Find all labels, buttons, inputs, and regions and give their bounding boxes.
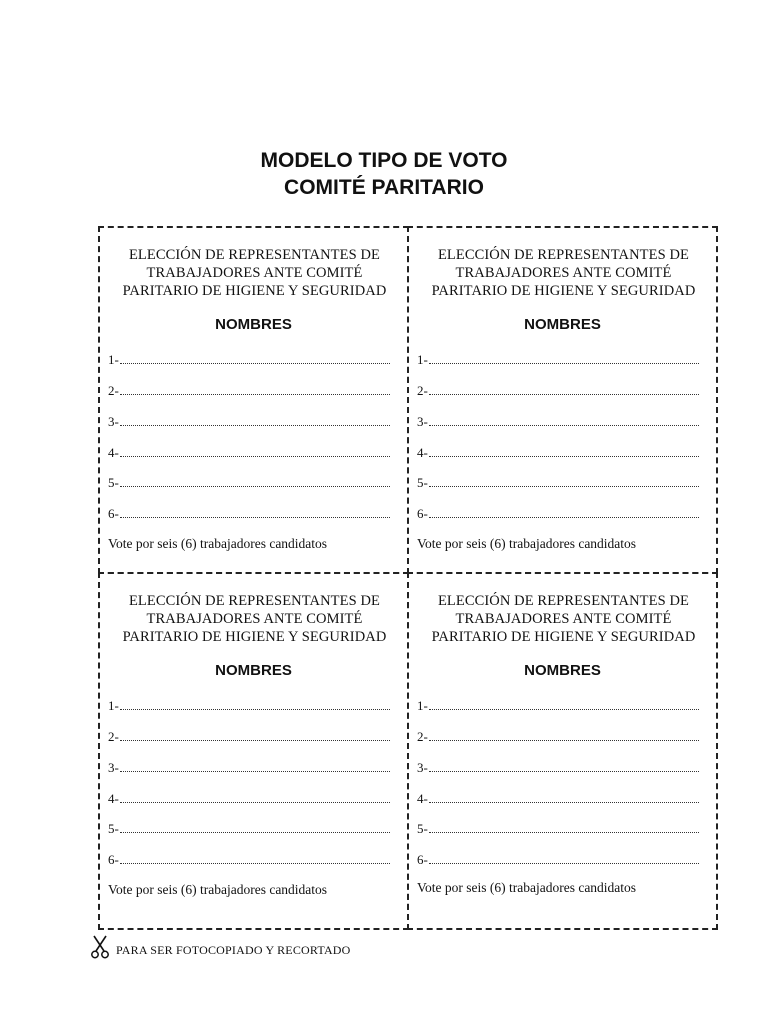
heading-line: PARITARIO DE HIGIENE Y SEGURIDAD — [122, 283, 387, 299]
line-number: 2- — [417, 729, 428, 744]
name-line[interactable] — [108, 383, 390, 399]
name-line[interactable] — [417, 821, 699, 837]
ballot-card — [98, 572, 409, 930]
line-number: 6- — [417, 852, 428, 867]
line-number: 5- — [108, 475, 119, 490]
dotted-line — [120, 708, 390, 710]
name-line[interactable] — [417, 445, 699, 461]
dotted-line — [120, 831, 390, 833]
line-number: 4- — [108, 445, 119, 460]
name-line[interactable] — [108, 475, 390, 491]
dotted-line — [120, 424, 390, 426]
dotted-line — [429, 424, 699, 426]
name-line[interactable] — [108, 414, 390, 430]
line-number: 6- — [108, 506, 119, 521]
dotted-line — [120, 393, 390, 395]
name-line[interactable] — [417, 414, 699, 430]
ballot-heading — [419, 246, 708, 300]
name-line[interactable] — [108, 352, 390, 368]
footer-note — [90, 934, 351, 960]
heading-line: TRABAJADORES ANTE COMITÉ — [455, 265, 672, 281]
line-number: 3- — [417, 414, 428, 429]
dotted-line — [429, 801, 699, 803]
heading-line: ELECCIÓN DE REPRESENTANTES DE — [128, 593, 381, 609]
name-line[interactable] — [417, 383, 699, 399]
name-line[interactable] — [417, 506, 699, 522]
ballot-heading — [419, 592, 708, 646]
ballot-card — [407, 572, 718, 930]
heading-line: ELECCIÓN DE REPRESENTANTES DE — [437, 593, 690, 609]
line-number: 5- — [108, 821, 119, 836]
heading-line: ELECCIÓN DE REPRESENTANTES DE — [437, 247, 690, 263]
name-line[interactable] — [108, 698, 390, 714]
names-label: NOMBRES — [524, 316, 601, 333]
line-number: 2- — [108, 729, 119, 744]
heading-line: PARITARIO DE HIGIENE Y SEGURIDAD — [431, 283, 696, 299]
ballot-heading — [110, 246, 399, 300]
line-number: 4- — [417, 791, 428, 806]
line-number: 1- — [417, 698, 428, 713]
dotted-line — [429, 770, 699, 772]
name-line[interactable] — [108, 852, 390, 868]
line-number: 1- — [108, 352, 119, 367]
dotted-line — [120, 455, 390, 457]
dotted-line — [429, 831, 699, 833]
name-line[interactable] — [417, 698, 699, 714]
vote-instruction: Vote por seis (6) trabajadores candidatos — [417, 536, 637, 551]
heading-line: PARITARIO DE HIGIENE Y SEGURIDAD — [431, 629, 696, 645]
line-number: 4- — [108, 791, 119, 806]
name-line[interactable] — [417, 760, 699, 776]
footer-text: PARA SER FOTOCOPIADO Y RECORTADO — [116, 943, 351, 957]
name-line[interactable] — [417, 352, 699, 368]
dotted-line — [120, 362, 390, 364]
name-line[interactable] — [417, 475, 699, 491]
name-line[interactable] — [417, 852, 699, 868]
ballot-grid — [98, 226, 718, 930]
line-number: 3- — [108, 414, 119, 429]
dotted-line — [429, 362, 699, 364]
name-line[interactable] — [417, 791, 699, 807]
names-label: NOMBRES — [215, 662, 292, 679]
name-line[interactable] — [108, 445, 390, 461]
dotted-line — [429, 485, 699, 487]
dotted-line — [120, 485, 390, 487]
heading-line: TRABAJADORES ANTE COMITÉ — [146, 265, 363, 281]
vote-instruction: Vote por seis (6) trabajadores candidatos — [108, 536, 328, 551]
line-number: 3- — [108, 760, 119, 775]
vote-instruction: Vote por seis (6) trabajadores candidatos — [417, 880, 637, 895]
vote-instruction: Vote por seis (6) trabajadores candidatos — [108, 882, 328, 897]
document-subtitle: COMITÉ PARITARIO — [284, 176, 484, 199]
name-line[interactable] — [108, 760, 390, 776]
name-line[interactable] — [417, 729, 699, 745]
heading-line: TRABAJADORES ANTE COMITÉ — [455, 611, 672, 627]
dotted-line — [120, 516, 390, 518]
line-number: 5- — [417, 475, 428, 490]
dotted-line — [429, 739, 699, 741]
ballot-card — [407, 226, 718, 574]
dotted-line — [429, 516, 699, 518]
dotted-line — [120, 862, 390, 864]
heading-line: ELECCIÓN DE REPRESENTANTES DE — [128, 247, 381, 263]
dotted-line — [429, 862, 699, 864]
dotted-line — [429, 393, 699, 395]
line-number: 1- — [417, 352, 428, 367]
names-label: NOMBRES — [524, 662, 601, 679]
names-label: NOMBRES — [215, 316, 292, 333]
dotted-line — [120, 801, 390, 803]
line-number: 1- — [108, 698, 119, 713]
line-number: 6- — [108, 852, 119, 867]
line-number: 2- — [417, 383, 428, 398]
dotted-line — [429, 708, 699, 710]
line-number: 4- — [417, 445, 428, 460]
dotted-line — [120, 739, 390, 741]
name-line[interactable] — [108, 729, 390, 745]
ballot-heading — [110, 592, 399, 646]
document-title: MODELO TIPO DE VOTO — [260, 149, 508, 172]
dotted-line — [120, 770, 390, 772]
heading-line: PARITARIO DE HIGIENE Y SEGURIDAD — [122, 629, 387, 645]
scissors-icon — [90, 934, 110, 960]
line-number: 6- — [417, 506, 428, 521]
name-line[interactable] — [108, 791, 390, 807]
name-line[interactable] — [108, 821, 390, 837]
line-number: 2- — [108, 383, 119, 398]
heading-line: TRABAJADORES ANTE COMITÉ — [146, 611, 363, 627]
ballot-card — [98, 226, 409, 574]
dotted-line — [429, 455, 699, 457]
line-number: 5- — [417, 821, 428, 836]
name-line[interactable] — [108, 506, 390, 522]
line-number: 3- — [417, 760, 428, 775]
